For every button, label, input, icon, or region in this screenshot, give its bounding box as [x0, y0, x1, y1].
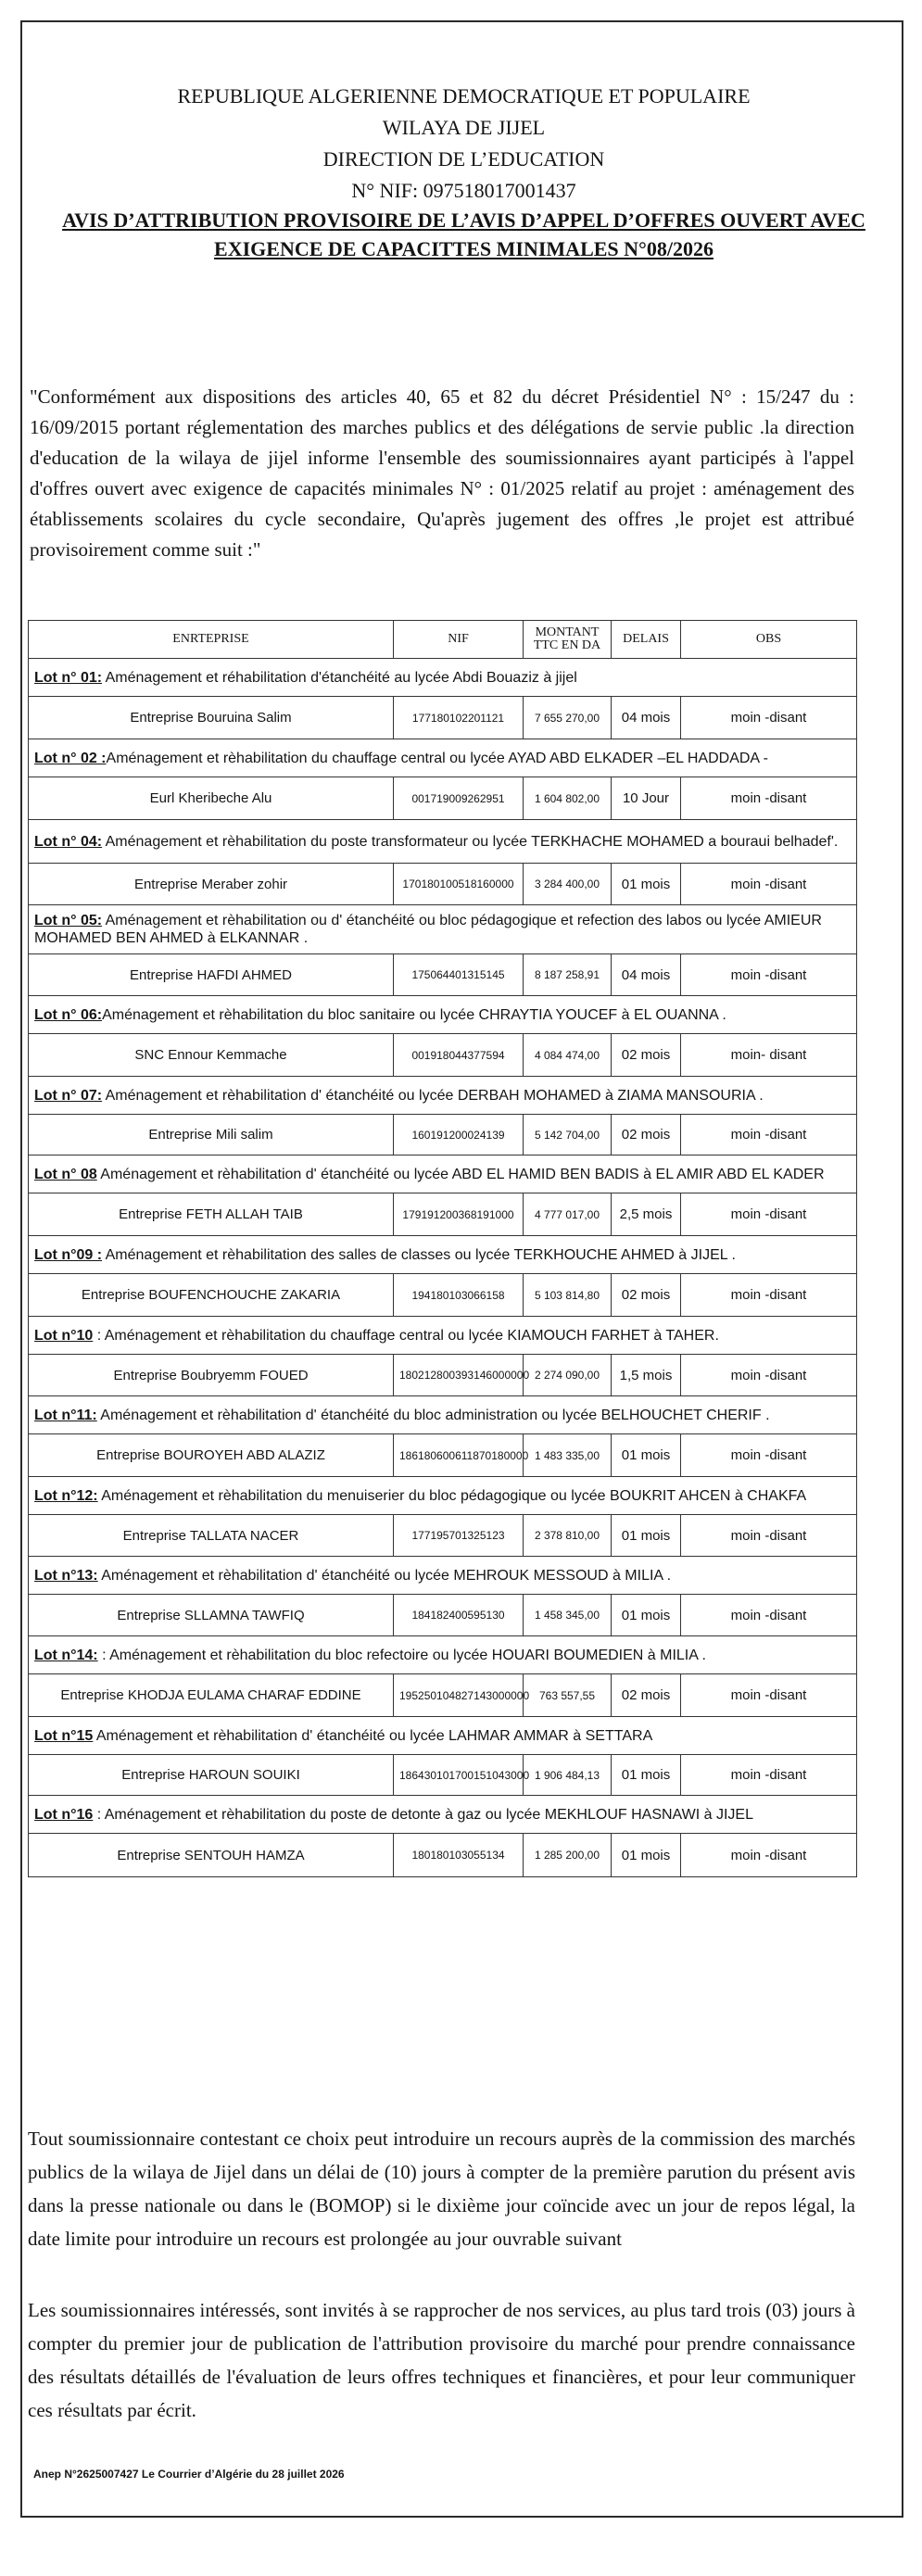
- amount-cell: 2 378 810,00: [524, 1515, 612, 1557]
- delay-cell: 04 mois: [612, 697, 681, 739]
- obs-cell: moin -disant: [681, 1595, 857, 1636]
- table-row: [29, 954, 857, 996]
- nif-cell: 186180600611870180000: [394, 1434, 524, 1477]
- consultation-paragraph: Les soumissionnaires intéressés, sont invités à se rapprocher de nos services, au plus tard trois (03) jours à compter du premier jour de publication de l'attribution provisoire du marché pour prendre connaissance des résultats détaillés de l'évaluation de leurs offres techniques et financières, et pour leur communiquer ces résultats par écrit.: [28, 2299, 855, 2421]
- header-direction: DIRECTION DE L’EDUCATION: [322, 147, 605, 170]
- lot-description: Aménagement et rèhabilitation d' étanchéité ou lycée LAHMAR AMMAR à SETTARA: [93, 1727, 653, 1744]
- lot-number: Lot n° 04:: [34, 833, 103, 850]
- table-row: [29, 777, 857, 820]
- table-row: [29, 1274, 857, 1317]
- table-row: [29, 1434, 857, 1477]
- obs-cell: moin -disant: [681, 1515, 857, 1557]
- lot-description: Aménagement et rèhabilitation ou d' étanchéité ou bloc pédagogique et refection des labos ou lycée AMIEUR MOHAMED BEN AHMED à ELKANNAR .: [34, 913, 822, 946]
- lot-number: Lot n°11:: [34, 1407, 97, 1423]
- lot-number: Lot n° 02 :: [34, 750, 107, 766]
- lot-title-row: [29, 1717, 857, 1755]
- lot-title-row: [29, 659, 857, 697]
- lot-title: [29, 820, 857, 864]
- delay-cell: 02 mois: [612, 1115, 681, 1155]
- lot-number: Lot n°14:: [34, 1647, 98, 1663]
- lot-title-row: [29, 1396, 857, 1434]
- lot-title-row: [29, 820, 857, 864]
- lot-title-row: [29, 1477, 857, 1515]
- lot-number: Lot n°10: [34, 1327, 94, 1344]
- table-row: [29, 1115, 857, 1155]
- delay-cell: 01 mois: [612, 1515, 681, 1557]
- obs-cell: moin -disant: [681, 1755, 857, 1796]
- lot-title: [29, 1636, 857, 1674]
- lot-title-row: [29, 1557, 857, 1595]
- obs-cell: moin -disant: [681, 954, 857, 996]
- amount-cell: 1 483 335,00: [524, 1434, 612, 1477]
- lot-description: Aménagement et rèhabilitation d' étanchéité ou lycée DERBAH MOHAMED à ZIAMA MANSOURIA .: [102, 1087, 764, 1104]
- lot-description: Aménagement et rèhabilitation d' étanchéité du bloc administration ou lycée BELHOUCHET CHERIF .: [96, 1407, 770, 1423]
- lot-title-row: [29, 1317, 857, 1355]
- company-cell: Entreprise SENTOUH HAMZA: [29, 1834, 394, 1877]
- lot-title: [29, 1717, 857, 1755]
- company-cell: Entreprise Meraber zohir: [29, 864, 394, 905]
- lot-description: Aménagement et rèhabilitation du chauffage central ou lycée AYAD ABD ELKADER –EL HADDADA -: [106, 750, 768, 766]
- company-cell: Entreprise Mili salim: [29, 1115, 394, 1155]
- amount-cell: 1 604 802,00: [524, 777, 612, 820]
- company-cell: Entreprise Boubryemm FOUED: [29, 1355, 394, 1396]
- obs-cell: moin -disant: [681, 1834, 857, 1877]
- lot-title: [29, 905, 857, 954]
- table-row: [29, 1193, 857, 1236]
- attribution-table: [28, 620, 857, 1877]
- nif-cell: 170180100518160000: [394, 864, 524, 905]
- lot-title-row: [29, 996, 857, 1034]
- amount-cell: 7 655 270,00: [524, 697, 612, 739]
- lot-title: [29, 996, 857, 1034]
- lot-description: Aménagement et réhabilitation d'étanchéité au lycée Abdi Bouaziz à jijel: [102, 669, 577, 686]
- amount-cell: 5 103 814,80: [524, 1274, 612, 1317]
- delay-cell: 02 mois: [612, 1034, 681, 1077]
- lot-title: [29, 1477, 857, 1515]
- nif-cell: 179191200368191000: [394, 1193, 524, 1236]
- lot-number: Lot n° 07:: [34, 1087, 103, 1104]
- lot-description: Aménagement et rèhabilitation d' étanchéité ou lycée MEHROUK MESSOUD à MILIA .: [97, 1567, 672, 1584]
- company-cell: Entreprise BOUFENCHOUCHE ZAKARIA: [29, 1274, 394, 1317]
- lot-title: [29, 1077, 857, 1115]
- obs-cell: moin -disant: [681, 777, 857, 820]
- table-row: [29, 1034, 857, 1077]
- lot-number: Lot n° 01:: [34, 669, 103, 686]
- lot-description: Aménagement et rèhabilitation du menuiserier du bloc pédagogique ou lycée BOUKRIT AHCEN à CHAKFA: [97, 1487, 807, 1504]
- amount-cell: 3 284 400,00: [524, 864, 612, 905]
- company-cell: Entreprise Bouruina Salim: [29, 697, 394, 739]
- obs-cell: moin -disant: [681, 697, 857, 739]
- obs-cell: moin -disant: [681, 1115, 857, 1155]
- obs-cell: moin- disant: [681, 1034, 857, 1077]
- delay-cell: 01 mois: [612, 864, 681, 905]
- table-row: [29, 864, 857, 905]
- lot-title-row: [29, 1155, 857, 1193]
- header-nif: N° NIF: 097518017001437: [351, 179, 576, 202]
- company-cell: Entreprise FETH ALLAH TAIB: [29, 1193, 394, 1236]
- nif-cell: 177195701325123: [394, 1515, 524, 1557]
- lot-title-row: [29, 905, 857, 954]
- lot-title: [29, 1396, 857, 1434]
- obs-cell: moin -disant: [681, 1193, 857, 1236]
- lot-description: Aménagement et rèhabilitation du poste transformateur ou lycée TERKHACHE MOHAMED a bouraui belhadef'.: [102, 833, 839, 850]
- lot-title: [29, 1155, 857, 1193]
- amount-cell: 8 187 258,91: [524, 954, 612, 996]
- lot-number: Lot n° 05:: [34, 913, 103, 928]
- table-row: [29, 1834, 857, 1877]
- lot-title-row: [29, 1077, 857, 1115]
- anep-footer: Anep N°2625007427 Le Courrier d’Algérie du 28 juillet 2026: [33, 2468, 345, 2481]
- header-nif: NIF: [394, 621, 524, 659]
- lot-number: Lot n°12:: [34, 1487, 98, 1504]
- lot-title: [29, 1557, 857, 1595]
- lot-number: Lot n°09 :: [34, 1246, 103, 1263]
- amount-cell: 2 274 090,00: [524, 1355, 612, 1396]
- amount-cell: 4 777 017,00: [524, 1193, 612, 1236]
- nif-cell: 195250104827143000000: [394, 1674, 524, 1717]
- header-republic: REPUBLIQUE ALGERIENNE DEMOCRATIQUE ET POPULAIRE: [177, 84, 751, 107]
- delay-cell: 02 mois: [612, 1674, 681, 1717]
- table-row: [29, 697, 857, 739]
- delay-cell: 01 mois: [612, 1434, 681, 1477]
- delay-cell: 01 mois: [612, 1755, 681, 1796]
- amount-cell: 763 557,55: [524, 1674, 612, 1717]
- lot-title-row: [29, 739, 857, 777]
- lot-number: Lot n°13:: [34, 1567, 98, 1584]
- nif-cell: 180180103055134: [394, 1834, 524, 1877]
- delay-cell: 02 mois: [612, 1274, 681, 1317]
- company-cell: Entreprise KHODJA EULAMA CHARAF EDDINE: [29, 1674, 394, 1717]
- lot-title-row: [29, 1636, 857, 1674]
- company-cell: Entreprise TALLATA NACER: [29, 1515, 394, 1557]
- delay-cell: 01 mois: [612, 1595, 681, 1636]
- nif-cell: 160191200024139: [394, 1115, 524, 1155]
- lot-description: : Aménagement et rèhabilitation du poste de detonte à gaz ou lycée MEKHLOUF HASNAWI à JIJEL: [93, 1806, 753, 1823]
- delay-cell: 1,5 mois: [612, 1355, 681, 1396]
- delay-cell: 04 mois: [612, 954, 681, 996]
- obs-cell: moin -disant: [681, 1674, 857, 1717]
- lot-description: Aménagement et rèhabilitation des salles de classes ou lycée TERKHOUCHE AHMED à JIJEL .: [102, 1246, 736, 1263]
- nif-cell: 184182400595130: [394, 1595, 524, 1636]
- nif-cell: 175064401315145: [394, 954, 524, 996]
- table-header-row: [29, 621, 857, 659]
- nif-cell: 194180103066158: [394, 1274, 524, 1317]
- table-row: [29, 1755, 857, 1796]
- company-cell: SNC Ennour Kemmache: [29, 1034, 394, 1077]
- lot-number: Lot n° 06:: [34, 1006, 103, 1023]
- nif-cell: 186430101700151043000: [394, 1755, 524, 1796]
- lot-title: [29, 659, 857, 697]
- header-delais: DELAIS: [612, 621, 681, 659]
- amount-cell: 1 906 484,13: [524, 1755, 612, 1796]
- lot-title: [29, 1317, 857, 1355]
- nif-cell: 001918044377594: [394, 1034, 524, 1077]
- amount-cell: 1 285 200,00: [524, 1834, 612, 1877]
- delay-cell: 10 Jour: [612, 777, 681, 820]
- table-row: [29, 1515, 857, 1557]
- lot-title-row: [29, 1236, 857, 1274]
- company-cell: Entreprise HAROUN SOUIKI: [29, 1755, 394, 1796]
- nif-cell: 001719009262951: [394, 777, 524, 820]
- company-cell: Entreprise HAFDI AHMED: [29, 954, 394, 996]
- notice-title: AVIS D’ATTRIBUTION PROVISOIRE DE L’AVIS D’APPEL D’OFFRES OUVERT AVEC EXIGENCE DE CAPACITTES MINIMALES N°08/2026: [62, 208, 865, 260]
- table-row: [29, 1595, 857, 1636]
- company-cell: Entreprise SLLAMNA TAWFIQ: [29, 1595, 394, 1636]
- lot-description: : Aménagement et rèhabilitation du bloc refectoire ou lycée HOUARI BOUMEDIEN à MILIA .: [97, 1647, 706, 1663]
- lot-number: Lot n°16: [34, 1806, 94, 1823]
- amount-cell: 4 084 474,00: [524, 1034, 612, 1077]
- lot-description: : Aménagement et rèhabilitation du chauffage central ou lycée KIAMOUCH FARHET à TAHER.: [93, 1327, 719, 1344]
- lot-title: [29, 1796, 857, 1834]
- obs-cell: moin -disant: [681, 864, 857, 905]
- company-cell: Eurl Kheribeche Alu: [29, 777, 394, 820]
- nif-cell: 180212800393146000000: [394, 1355, 524, 1396]
- amount-cell: 5 142 704,00: [524, 1115, 612, 1155]
- table-row: [29, 1674, 857, 1717]
- header-entreprise: ENRTEPRISE: [29, 621, 394, 659]
- lot-description: Aménagement et rèhabilitation d' étanchéité ou lycée ABD EL HAMID BEN BADIS à EL AMIR ABD EL KADER: [96, 1166, 825, 1182]
- obs-cell: moin -disant: [681, 1434, 857, 1477]
- lot-title: [29, 1236, 857, 1274]
- header-wilaya: WILAYA DE JIJEL: [382, 116, 546, 139]
- obs-cell: moin -disant: [681, 1355, 857, 1396]
- nif-cell: 177180102201121: [394, 697, 524, 739]
- header-obs: OBS: [681, 621, 857, 659]
- table-row: [29, 1355, 857, 1396]
- amount-cell: 1 458 345,00: [524, 1595, 612, 1636]
- intro-paragraph: "Conformément aux dispositions des articles 40, 65 et 82 du décret Présidentiel N° : 15/247 du : 16/09/2015 portant réglementation des marches publics et des délégations de servie public .la direction d'education de la wilaya de jijel informe l'ensemble des soumissionnaires ayant participés à l'appel d'offres ouvert avec exigence de capacités minimales N° : 01/2025 relatif au projet : aménagement des établissements scolaires du cycle secondaire, Qu'après jugement des offres ,le projet est attribué provisoirement comme suit :": [30, 385, 854, 561]
- company-cell: Entreprise BOUROYEH ABD ALAZIZ: [29, 1434, 394, 1477]
- lot-title: [29, 739, 857, 777]
- lot-title-row: [29, 1796, 857, 1834]
- lot-number: Lot n° 08: [34, 1166, 97, 1182]
- recourse-paragraph: Tout soumissionnaire contestant ce choix peut introduire un recours auprès de la commission des marchés publics de la wilaya de Jijel dans un délai de (10) jours à compter de la première parution du présent avis dans la presse nationale ou dans le (BOMOP) si le dixième jour coïncide avec un jour de repos légal, la date limite pour introduire un recours est prolongée au jour ouvrable suivant: [28, 2128, 855, 2250]
- lot-description: Aménagement et rèhabilitation du bloc sanitaire ou lycée CHRAYTIA YOUCEF à EL OUANNA .: [102, 1006, 726, 1023]
- header-montant: MONTANT TTC EN DA: [524, 621, 612, 659]
- lot-number: Lot n°15: [34, 1727, 94, 1744]
- delay-cell: 2,5 mois: [612, 1193, 681, 1236]
- delay-cell: 01 mois: [612, 1834, 681, 1877]
- obs-cell: moin -disant: [681, 1274, 857, 1317]
